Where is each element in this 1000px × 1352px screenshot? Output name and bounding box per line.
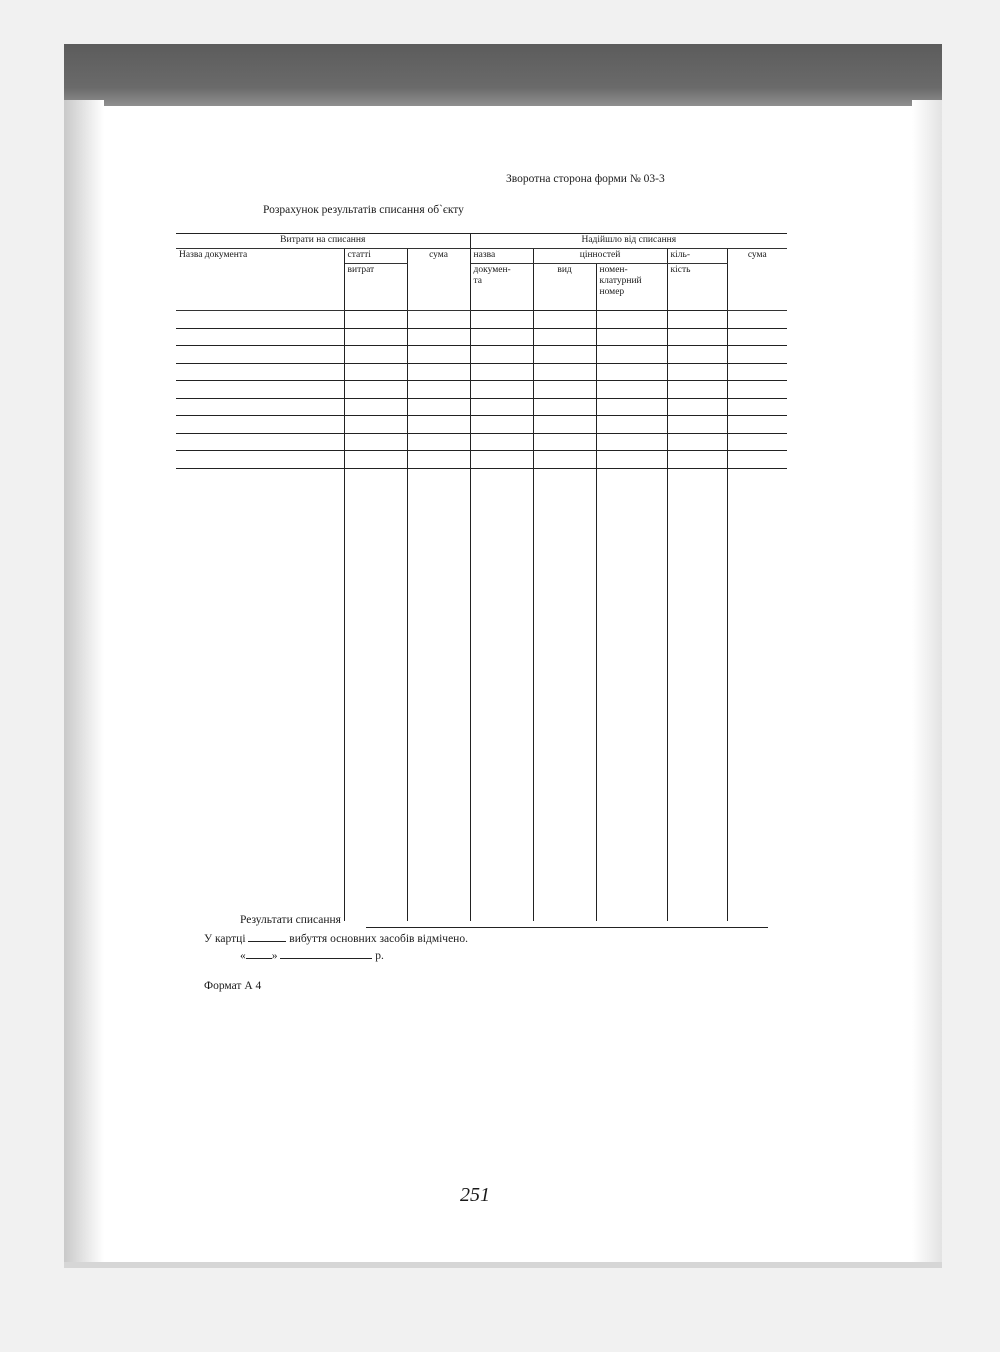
document-title: Розрахунок результатів списання об`єкту: [263, 204, 464, 216]
col-quantity-top: кіль-: [667, 249, 727, 264]
col-kind: вид: [533, 264, 596, 311]
scan-left-shadow: [64, 100, 104, 1268]
col-sum-expenses: сума: [407, 249, 470, 311]
date-year-suffix: р.: [375, 950, 384, 962]
table-row: [176, 433, 787, 451]
calculation-table: [176, 233, 787, 921]
date-day-blank: [246, 958, 272, 959]
date-line: [240, 950, 384, 962]
table-row: [176, 363, 787, 381]
card-suffix: вибуття основних засобів відмічено.: [289, 933, 468, 945]
group-received-header: Надійшло від списання: [470, 234, 787, 249]
table-row: [176, 346, 787, 364]
col-article-bottom: витрат: [344, 264, 407, 311]
scan-bottom-edge: [64, 1262, 942, 1268]
table-row-open: [176, 468, 787, 921]
group-expenses-header: Витрати на списання: [176, 234, 470, 249]
col-quantity-bottom: кість: [667, 264, 727, 311]
table-row: [176, 416, 787, 434]
date-month-blank: [280, 958, 372, 959]
table-row: [176, 381, 787, 399]
table-row: [176, 311, 787, 329]
col-doc-name-2-top: назва: [470, 249, 533, 264]
card-line: [204, 933, 468, 945]
table-row: [176, 328, 787, 346]
scan-top-shadow: [64, 44, 942, 106]
col-sum-received: сума: [727, 249, 787, 311]
table-row: [176, 451, 787, 469]
col-nomenclature: номен- клатурний номер: [596, 264, 667, 311]
scan-right-edge: [912, 100, 942, 1268]
col-article-top: статті: [344, 249, 407, 264]
col-values-group: цінностей: [533, 249, 667, 264]
page-number: 251: [460, 1184, 490, 1206]
col-doc-name-2-bottom: докумен- та: [470, 264, 533, 311]
date-close-quote: »: [271, 950, 278, 962]
col-doc-name: Назва документа: [176, 249, 344, 311]
table-row: [176, 398, 787, 416]
card-number-blank: [248, 941, 286, 942]
date-open-quote: «: [240, 950, 246, 962]
format-label: Формат А 4: [204, 980, 262, 992]
results-label: Результати списання: [240, 914, 341, 926]
card-prefix: У картці: [204, 933, 246, 945]
form-reference: Зворотна сторона форми № 03-3: [506, 173, 665, 185]
results-fill-line: [366, 927, 768, 928]
